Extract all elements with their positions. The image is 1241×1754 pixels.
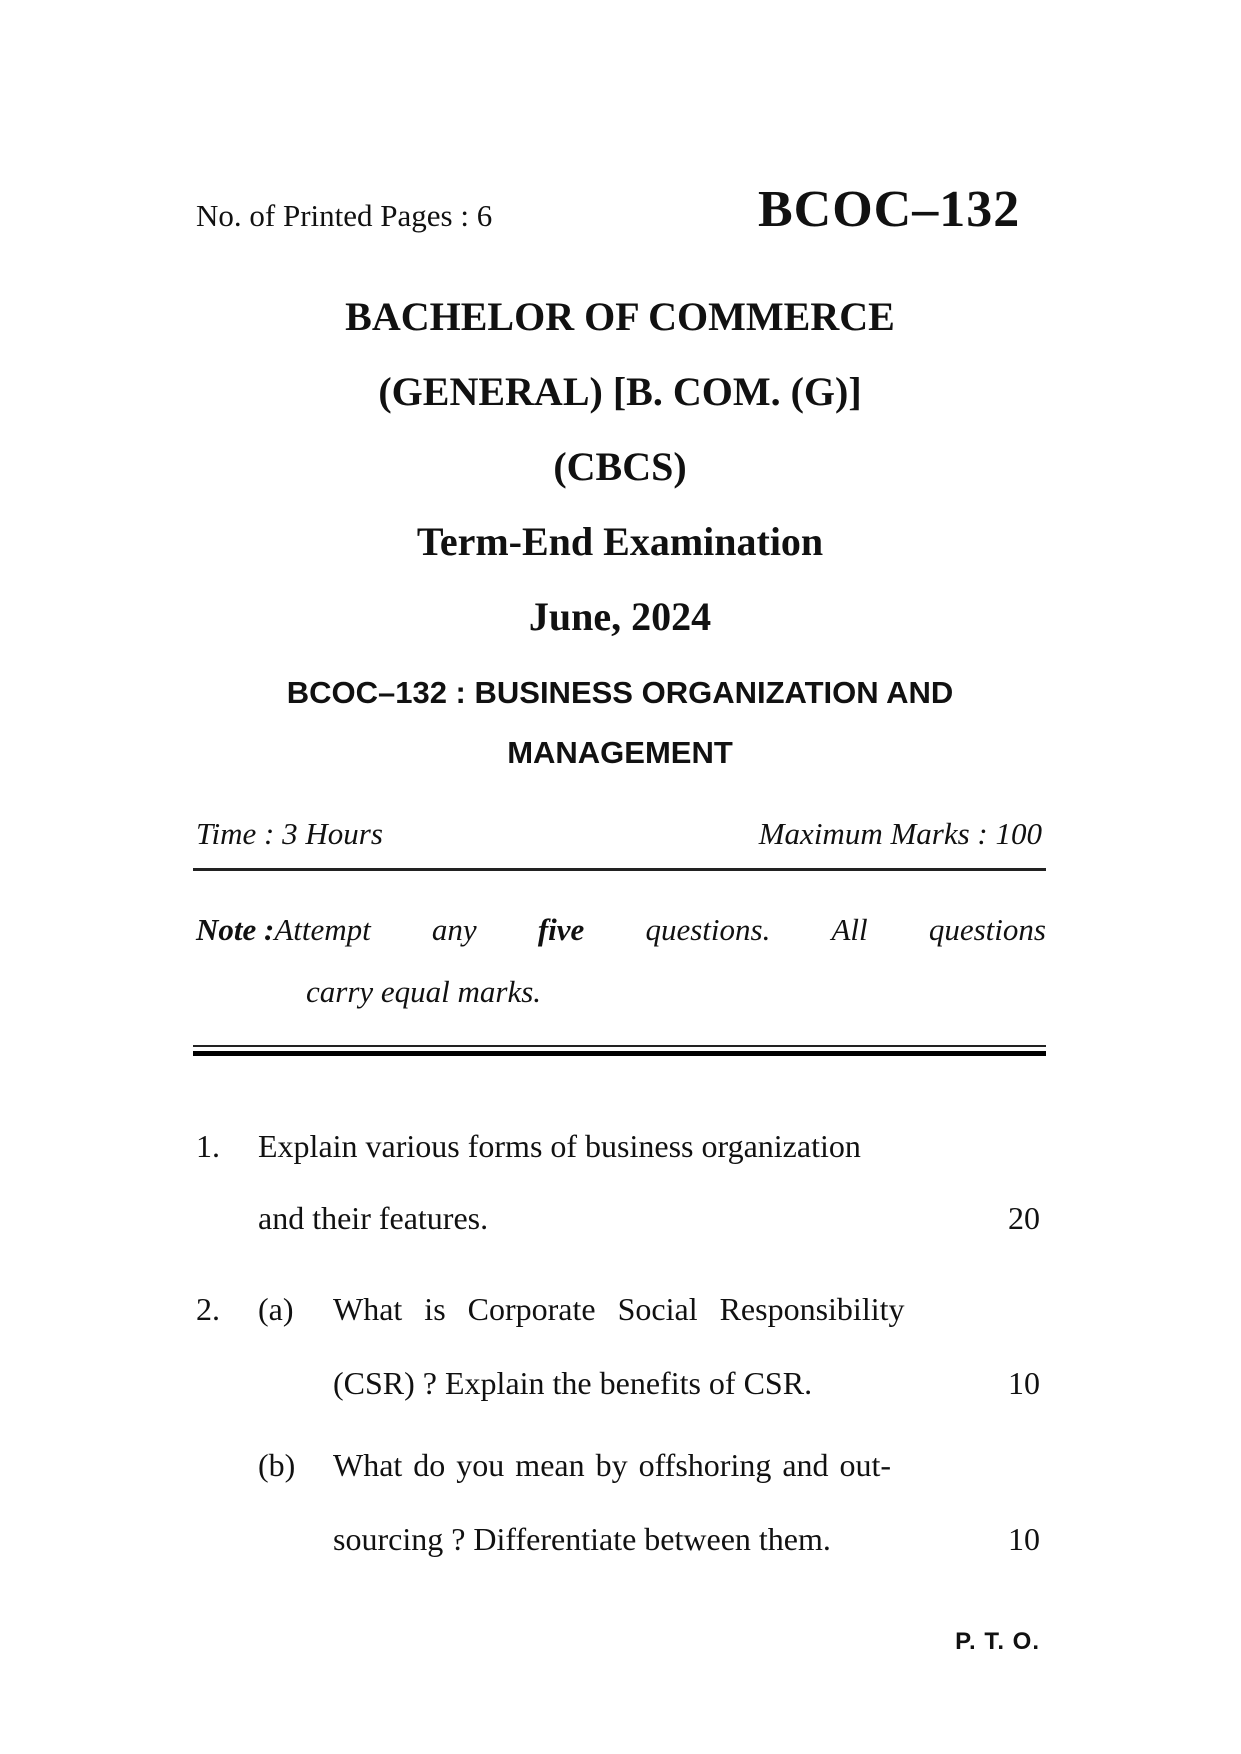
part-label: (a) [258, 1291, 294, 1327]
question-text-line2 [258, 1200, 1040, 1237]
time-allowed: Time : 3 Hours [196, 816, 383, 851]
scheme-title: (CBCS) [553, 444, 687, 489]
double-divider-thin [193, 1045, 1046, 1047]
question-text: (CSR) ? Explain the benefits of CSR. [333, 1365, 813, 1401]
part-a-line1 [333, 1291, 1045, 1328]
question-text: sourcing ? Differentiate between them. [333, 1521, 831, 1557]
note-word: questions. [645, 912, 771, 947]
question-text-line1 [258, 1128, 1045, 1165]
question-text: and their features. [258, 1200, 489, 1236]
part-b-line2 [333, 1521, 1040, 1558]
note-word: questions [928, 912, 1046, 947]
note-word-emphasis: five [537, 912, 585, 947]
note-word: Attempt [274, 912, 371, 947]
question-text: What do you mean by offshoring and out- [333, 1447, 892, 1483]
subject-title-line2: MANAGEMENT [507, 735, 733, 770]
programme-title-line2: (GENERAL) [B. COM. (G)] [378, 369, 862, 414]
question-marks: 10 [1008, 1521, 1040, 1557]
question-number: 1. [196, 1128, 220, 1164]
question-number: 2. [196, 1291, 220, 1327]
instructions-note [196, 912, 1046, 1010]
exam-title: Term-End Examination [416, 519, 824, 564]
course-code: BCOC–132 [758, 181, 1021, 238]
note-word: any [431, 912, 477, 947]
double-divider-thick [193, 1051, 1046, 1056]
printed-pages-count: No. of Printed Pages : 6 [196, 198, 493, 233]
part-label: (b) [258, 1447, 296, 1483]
page-turn-over: P. T. O. [955, 1628, 1040, 1655]
divider [193, 868, 1046, 871]
programme-title-line1: BACHELOR OF COMMERCE [345, 294, 895, 339]
maximum-marks: Maximum Marks : 100 [758, 816, 1042, 851]
question-text: Explain various forms of business organization [258, 1128, 861, 1164]
subject-title-line1: BCOC–132 : BUSINESS ORGANIZATION AND [286, 675, 954, 710]
part-b-line1 [333, 1447, 1045, 1484]
question-marks: 10 [1008, 1365, 1040, 1401]
note-line2: carry equal marks. [306, 974, 542, 1009]
question-text: What is Corporate Social Responsibility [333, 1291, 905, 1327]
part-a-line2 [333, 1365, 1040, 1402]
note-label: Note : [196, 912, 275, 947]
note-word: All [831, 912, 868, 947]
exam-info-row [196, 816, 1042, 852]
exam-session: June, 2024 [528, 594, 712, 639]
question-marks: 20 [1008, 1200, 1040, 1236]
